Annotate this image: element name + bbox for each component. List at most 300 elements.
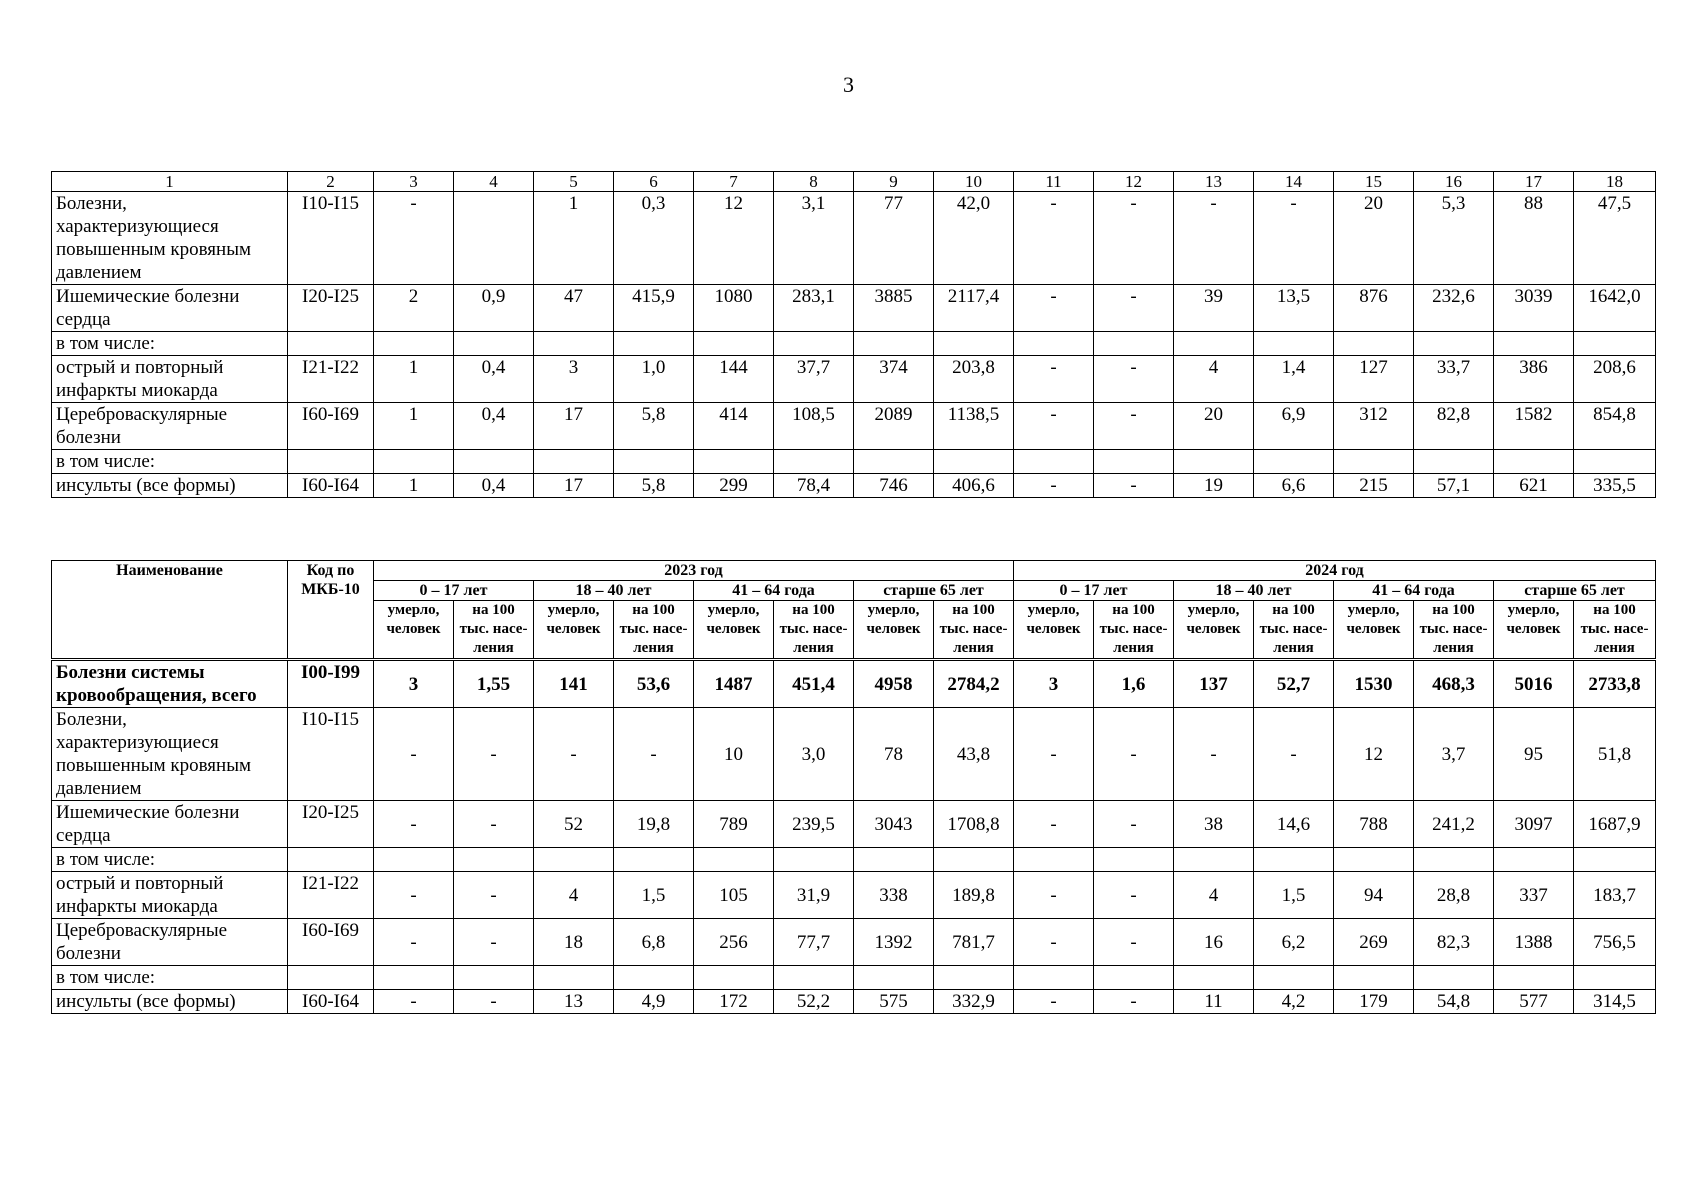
header-age-group: старше 65 лет (1494, 581, 1656, 601)
disease-name-cell: Цереброваскулярные болезни (52, 919, 288, 966)
value-cell (614, 450, 694, 474)
value-cell: 13 (534, 990, 614, 1014)
value-cell (534, 848, 614, 872)
value-cell: 144 (694, 356, 774, 403)
value-cell: 141 (534, 660, 614, 708)
header-per-100k: на 100 тыс. насе-ления (934, 601, 1014, 660)
value-cell: 3 (1014, 660, 1094, 708)
value-cell: 2117,4 (934, 285, 1014, 332)
value-cell: 1,5 (614, 872, 694, 919)
mortality-table (51, 560, 1656, 1014)
value-cell: 172 (694, 990, 774, 1014)
value-cell: 1 (374, 356, 454, 403)
value-cell: 4 (534, 872, 614, 919)
value-cell (1334, 966, 1414, 990)
value-cell (1334, 332, 1414, 356)
value-cell (1094, 332, 1174, 356)
value-cell (934, 848, 1014, 872)
value-cell (694, 450, 774, 474)
value-cell: 6,9 (1254, 403, 1334, 450)
value-cell: 241,2 (1414, 801, 1494, 848)
value-cell (1254, 332, 1334, 356)
column-index-cell: 3 (374, 172, 454, 192)
column-index-cell: 14 (1254, 172, 1334, 192)
value-cell: 54,8 (1414, 990, 1494, 1014)
value-cell: 239,5 (774, 801, 854, 848)
value-cell (1494, 966, 1574, 990)
column-index-cell: 6 (614, 172, 694, 192)
header-died: умерло, человек (1334, 601, 1414, 660)
icd-code-cell: I20-I25 (288, 285, 374, 332)
icd-code-cell: I00-I99 (288, 660, 374, 708)
icd-code-cell: I21-I22 (288, 872, 374, 919)
value-cell: 5,8 (614, 474, 694, 498)
value-cell: 1,5 (1254, 872, 1334, 919)
value-cell (454, 332, 534, 356)
disease-name-cell: Ишемические болезни сердца (52, 285, 288, 332)
value-cell: 2733,8 (1574, 660, 1656, 708)
value-cell (454, 192, 534, 285)
icd-code-cell (288, 966, 374, 990)
value-cell: - (374, 192, 454, 285)
value-cell: 105 (694, 872, 774, 919)
table-row (52, 660, 1656, 708)
value-cell: 876 (1334, 285, 1414, 332)
column-index-cell: 10 (934, 172, 1014, 192)
value-cell: 1642,0 (1574, 285, 1656, 332)
value-cell: 19 (1174, 474, 1254, 498)
header-per-100k: на 100 тыс. насе-ления (454, 601, 534, 660)
value-cell (1414, 966, 1494, 990)
value-cell: 38 (1174, 801, 1254, 848)
value-cell: 386 (1494, 356, 1574, 403)
value-cell: 1392 (854, 919, 934, 966)
value-cell: 1687,9 (1574, 801, 1656, 848)
page-number: 3 (843, 72, 854, 97)
header-year-2024: 2024 год (1014, 561, 1656, 581)
value-cell: 4 (1174, 356, 1254, 403)
value-cell: 189,8 (934, 872, 1014, 919)
value-cell: 3 (374, 660, 454, 708)
icd-code-cell: I10-I15 (288, 708, 374, 801)
table-row (52, 708, 1656, 801)
value-cell: - (1174, 708, 1254, 801)
value-cell: - (1014, 872, 1094, 919)
value-cell: 2 (374, 285, 454, 332)
value-cell: - (1014, 403, 1094, 450)
value-cell: 77,7 (774, 919, 854, 966)
value-cell: - (534, 708, 614, 801)
value-cell: 3039 (1494, 285, 1574, 332)
value-cell: 12 (694, 192, 774, 285)
value-cell (774, 966, 854, 990)
column-index-cell: 12 (1094, 172, 1174, 192)
value-cell (1494, 848, 1574, 872)
disease-name-cell: в том числе: (52, 450, 288, 474)
header-age-group: 41 – 64 года (1334, 581, 1494, 601)
value-cell: 575 (854, 990, 934, 1014)
column-index-cell: 9 (854, 172, 934, 192)
value-cell (1334, 848, 1414, 872)
value-cell: 0,9 (454, 285, 534, 332)
value-cell: 232,6 (1414, 285, 1494, 332)
value-cell: 43,8 (934, 708, 1014, 801)
disease-name-cell: острый и повторный инфаркты миокарда (52, 356, 288, 403)
table-row (52, 919, 1656, 966)
value-cell (774, 848, 854, 872)
value-cell: 1708,8 (934, 801, 1014, 848)
column-index-cell: 7 (694, 172, 774, 192)
value-cell: 3097 (1494, 801, 1574, 848)
value-cell: 1530 (1334, 660, 1414, 708)
value-cell: - (374, 801, 454, 848)
value-cell: 6,8 (614, 919, 694, 966)
value-cell (534, 332, 614, 356)
disease-name-cell: в том числе: (52, 966, 288, 990)
value-cell: - (614, 708, 694, 801)
header-age-group: 0 – 17 лет (374, 581, 534, 601)
value-cell: 16 (1174, 919, 1254, 966)
value-cell: 1582 (1494, 403, 1574, 450)
value-cell: 3,1 (774, 192, 854, 285)
header-per-100k: на 100 тыс. насе-ления (1414, 601, 1494, 660)
table-row (52, 474, 1656, 498)
value-cell (1014, 450, 1094, 474)
icd-code-cell (288, 450, 374, 474)
column-index-cell: 8 (774, 172, 854, 192)
value-cell (694, 966, 774, 990)
table-row (52, 403, 1656, 450)
disease-name-cell: инсульты (все формы) (52, 990, 288, 1014)
value-cell (614, 966, 694, 990)
table-row (52, 801, 1656, 848)
value-cell: - (1014, 474, 1094, 498)
header-code: Код по МКБ-10 (288, 561, 374, 660)
header-died: умерло, человек (694, 601, 774, 660)
value-cell: 621 (1494, 474, 1574, 498)
value-cell (1174, 332, 1254, 356)
value-cell: 4,2 (1254, 990, 1334, 1014)
value-cell: 1,0 (614, 356, 694, 403)
value-cell (774, 332, 854, 356)
value-cell: - (374, 919, 454, 966)
value-cell (1334, 450, 1414, 474)
table-row (52, 966, 1656, 990)
table-row (52, 332, 1656, 356)
value-cell: 746 (854, 474, 934, 498)
value-cell (1014, 848, 1094, 872)
value-cell: - (1094, 192, 1174, 285)
value-cell: 0,4 (454, 403, 534, 450)
value-cell: 789 (694, 801, 774, 848)
value-cell (1574, 966, 1656, 990)
value-cell: 415,9 (614, 285, 694, 332)
icd-code-cell: I60-I64 (288, 990, 374, 1014)
header-per-100k: на 100 тыс. насе-ления (774, 601, 854, 660)
value-cell: 137 (1174, 660, 1254, 708)
value-cell: 451,4 (774, 660, 854, 708)
value-cell: 0,4 (454, 356, 534, 403)
icd-code-cell: I60-I69 (288, 403, 374, 450)
value-cell: 52 (534, 801, 614, 848)
value-cell (854, 450, 934, 474)
value-cell: 332,9 (934, 990, 1014, 1014)
value-cell: 4 (1174, 872, 1254, 919)
value-cell: 1388 (1494, 919, 1574, 966)
value-cell (374, 966, 454, 990)
value-cell: 374 (854, 356, 934, 403)
value-cell: 2089 (854, 403, 934, 450)
value-cell: 756,5 (1574, 919, 1656, 966)
header-died: умерло, человек (534, 601, 614, 660)
value-cell: 1 (374, 474, 454, 498)
header-per-100k: на 100 тыс. насе-ления (1574, 601, 1656, 660)
icd-code-cell: I60-I64 (288, 474, 374, 498)
value-cell: 17 (534, 474, 614, 498)
value-cell: - (1014, 708, 1094, 801)
value-cell: 42,0 (934, 192, 1014, 285)
value-cell (1574, 450, 1656, 474)
value-cell (1014, 966, 1094, 990)
value-cell: 82,3 (1414, 919, 1494, 966)
value-cell: 47 (534, 285, 614, 332)
value-cell: 52,7 (1254, 660, 1334, 708)
column-index-cell: 16 (1414, 172, 1494, 192)
value-cell: 183,7 (1574, 872, 1656, 919)
value-cell (1414, 450, 1494, 474)
disease-name-cell: Болезни, характеризующиеся повышенным кровяным давлением (52, 192, 288, 285)
value-cell: 28,8 (1414, 872, 1494, 919)
column-index-cell: 15 (1334, 172, 1414, 192)
column-index-cell: 11 (1014, 172, 1094, 192)
column-index-cell: 5 (534, 172, 614, 192)
table-row (52, 356, 1656, 403)
value-cell: 31,9 (774, 872, 854, 919)
value-cell: 208,6 (1574, 356, 1656, 403)
value-cell: - (1014, 990, 1094, 1014)
value-cell (1414, 332, 1494, 356)
header-died: умерло, человек (1174, 601, 1254, 660)
value-cell: 4,9 (614, 990, 694, 1014)
header-died: умерло, человек (1494, 601, 1574, 660)
icd-code-cell: I10-I15 (288, 192, 374, 285)
column-index-cell: 13 (1174, 172, 1254, 192)
value-cell (934, 450, 1014, 474)
value-cell: 82,8 (1414, 403, 1494, 450)
value-cell (614, 848, 694, 872)
value-cell: 6,2 (1254, 919, 1334, 966)
icd-code-cell: I60-I69 (288, 919, 374, 966)
value-cell: - (454, 990, 534, 1014)
value-cell: 3885 (854, 285, 934, 332)
value-cell: 788 (1334, 801, 1414, 848)
value-cell: - (1094, 708, 1174, 801)
disease-name-cell: Болезни системы кровообращения, всего (52, 660, 288, 708)
value-cell (1094, 966, 1174, 990)
column-index-cell: 18 (1574, 172, 1656, 192)
header-age-group: 0 – 17 лет (1014, 581, 1174, 601)
value-cell: 5016 (1494, 660, 1574, 708)
header-age-group: 41 – 64 года (694, 581, 854, 601)
value-cell: 1,55 (454, 660, 534, 708)
value-cell: 57,1 (1414, 474, 1494, 498)
value-cell: 2784,2 (934, 660, 1014, 708)
value-cell: 854,8 (1574, 403, 1656, 450)
table-row (52, 285, 1656, 332)
value-cell: 781,7 (934, 919, 1014, 966)
value-cell: - (1014, 192, 1094, 285)
value-cell: 577 (1494, 990, 1574, 1014)
value-cell: 1138,5 (934, 403, 1014, 450)
header-per-100k: на 100 тыс. насе-ления (1254, 601, 1334, 660)
value-cell: 269 (1334, 919, 1414, 966)
value-cell: 95 (1494, 708, 1574, 801)
value-cell: - (374, 990, 454, 1014)
value-cell: 203,8 (934, 356, 1014, 403)
value-cell: 3,7 (1414, 708, 1494, 801)
value-cell: 6,6 (1254, 474, 1334, 498)
value-cell: 17 (534, 403, 614, 450)
value-cell (534, 966, 614, 990)
value-cell (374, 332, 454, 356)
value-cell: 1 (374, 403, 454, 450)
disease-name-cell: Болезни, характеризующиеся повышенным кровяным давлением (52, 708, 288, 801)
header-age-group: 18 – 40 лет (534, 581, 694, 601)
value-cell: - (454, 919, 534, 966)
value-cell: - (1014, 801, 1094, 848)
value-cell: - (454, 801, 534, 848)
disease-name-cell: Цереброваскулярные болезни (52, 403, 288, 450)
header-year-2023: 2023 год (374, 561, 1014, 581)
table-row (52, 192, 1656, 285)
value-cell: 215 (1334, 474, 1414, 498)
header-age-group: 18 – 40 лет (1174, 581, 1334, 601)
value-cell: 20 (1174, 403, 1254, 450)
value-cell: 283,1 (774, 285, 854, 332)
disease-name-cell: Ишемические болезни сердца (52, 801, 288, 848)
value-cell (1174, 450, 1254, 474)
value-cell (694, 332, 774, 356)
value-cell: 0,3 (614, 192, 694, 285)
table-row (52, 872, 1656, 919)
value-cell: 5,8 (614, 403, 694, 450)
header-died: умерло, человек (1014, 601, 1094, 660)
value-cell: 5,3 (1414, 192, 1494, 285)
value-cell: 14,6 (1254, 801, 1334, 848)
icd-code-cell (288, 848, 374, 872)
value-cell: 78 (854, 708, 934, 801)
disease-name-cell: в том числе: (52, 332, 288, 356)
header-per-100k: на 100 тыс. насе-ления (1094, 601, 1174, 660)
value-cell (1094, 848, 1174, 872)
value-cell (854, 848, 934, 872)
value-cell (1014, 332, 1094, 356)
column-index-cell: 2 (288, 172, 374, 192)
value-cell (1574, 332, 1656, 356)
value-cell: 1,6 (1094, 660, 1174, 708)
value-cell: 78,4 (774, 474, 854, 498)
value-cell: - (1094, 990, 1174, 1014)
value-cell: 256 (694, 919, 774, 966)
value-cell (1414, 848, 1494, 872)
value-cell: 312 (1334, 403, 1414, 450)
value-cell (534, 450, 614, 474)
value-cell: - (374, 708, 454, 801)
value-cell: - (454, 708, 534, 801)
value-cell (454, 450, 534, 474)
value-cell: 1 (534, 192, 614, 285)
column-index-cell: 17 (1494, 172, 1574, 192)
value-cell: 3 (534, 356, 614, 403)
mortality-table-continued (51, 171, 1656, 498)
value-cell: 179 (1334, 990, 1414, 1014)
value-cell: - (1094, 403, 1174, 450)
value-cell (774, 450, 854, 474)
value-cell (854, 966, 934, 990)
value-cell (854, 332, 934, 356)
value-cell: 1080 (694, 285, 774, 332)
value-cell: - (1094, 474, 1174, 498)
value-cell: 108,5 (774, 403, 854, 450)
table-row (52, 848, 1656, 872)
header-died: умерло, человек (854, 601, 934, 660)
value-cell: 127 (1334, 356, 1414, 403)
value-cell: - (1094, 285, 1174, 332)
value-cell: 406,6 (934, 474, 1014, 498)
value-cell (1174, 848, 1254, 872)
disease-name-cell: острый и повторный инфаркты миокарда (52, 872, 288, 919)
value-cell: - (1014, 356, 1094, 403)
value-cell: 3,0 (774, 708, 854, 801)
value-cell (694, 848, 774, 872)
value-cell: 52,2 (774, 990, 854, 1014)
value-cell: 33,7 (1414, 356, 1494, 403)
value-cell (934, 332, 1014, 356)
value-cell: 13,5 (1254, 285, 1334, 332)
icd-code-cell: I21-I22 (288, 356, 374, 403)
value-cell: 4958 (854, 660, 934, 708)
header-name: Наименование (52, 561, 288, 660)
value-cell: 414 (694, 403, 774, 450)
value-cell: 1,4 (1254, 356, 1334, 403)
value-cell: - (1174, 192, 1254, 285)
value-cell (1494, 332, 1574, 356)
value-cell (454, 848, 534, 872)
disease-name-cell: инсульты (все формы) (52, 474, 288, 498)
value-cell: 12 (1334, 708, 1414, 801)
header-age-group: старше 65 лет (854, 581, 1014, 601)
value-cell: - (1094, 872, 1174, 919)
value-cell (614, 332, 694, 356)
value-cell: 51,8 (1574, 708, 1656, 801)
value-cell (1254, 450, 1334, 474)
value-cell: 3043 (854, 801, 934, 848)
table-row (52, 990, 1656, 1014)
value-cell: 1487 (694, 660, 774, 708)
icd-code-cell (288, 332, 374, 356)
icd-code-cell: I20-I25 (288, 801, 374, 848)
value-cell: 10 (694, 708, 774, 801)
value-cell (1574, 848, 1656, 872)
value-cell (1254, 848, 1334, 872)
value-cell (1174, 966, 1254, 990)
header-died: умерло, человек (374, 601, 454, 660)
value-cell: 47,5 (1574, 192, 1656, 285)
value-cell: 11 (1174, 990, 1254, 1014)
value-cell (374, 450, 454, 474)
column-index-cell: 1 (52, 172, 288, 192)
value-cell (934, 966, 1014, 990)
